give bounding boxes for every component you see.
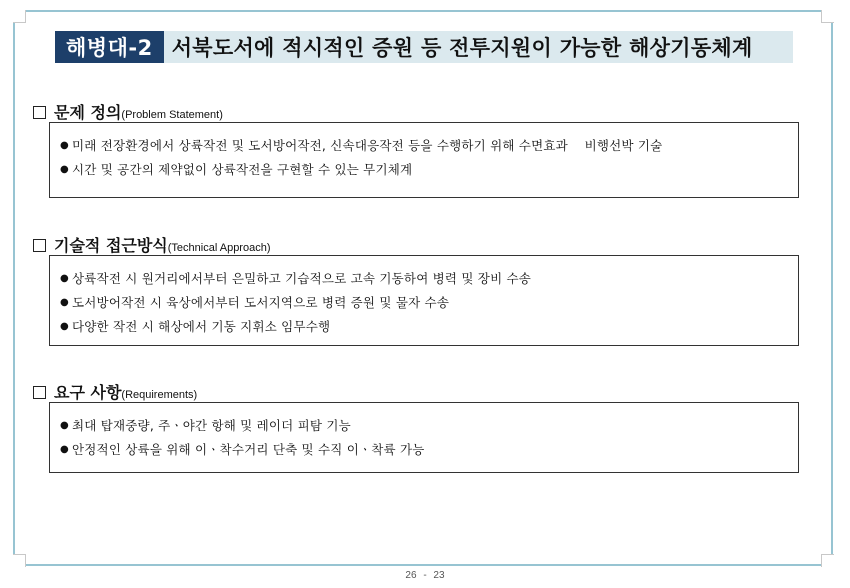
checkbox-square-icon: [33, 239, 46, 252]
list-item: [60, 266, 798, 290]
section-box-requirements: [49, 402, 799, 473]
checkbox-square-icon: [33, 106, 46, 119]
list-item-text: 상륙작전 시 원거리에서부터 은밀하고 기습적으로 고속 기동하여 병력 및 장비 수송: [72, 271, 532, 286]
title-text: 서북도서에 적시적인 증원 등 전투지원이 가능한 해상기동체계: [171, 36, 753, 60]
section-heading-problem: [33, 100, 223, 123]
section-title: 요구 사항: [54, 383, 122, 402]
list-item-text: 다양한 작전 시 해상에서 기동 지휘소 임무수행: [72, 319, 331, 334]
bullet-icon: ●: [60, 320, 69, 332]
list-item-text: 미래 전장환경에서 상륙작전 및 도서방어작전, 신속대응작전 등을 수행하기 위해 수면효과 비행선박 기술: [72, 138, 663, 153]
list-item-text: 시간 및 공간의 제약없이 상륙작전을 구현할 수 있는 무기체계: [72, 162, 413, 177]
page-number: 26 - 23: [405, 570, 445, 581]
section-title-english: (Technical Approach): [167, 242, 271, 254]
list-item-text: 안정적인 상륙을 위해 이ㆍ착수거리 단축 및 수직 이ㆍ착륙 가능: [72, 442, 425, 457]
bullet-icon: ●: [60, 139, 69, 151]
section-box-approach: [49, 255, 799, 346]
section-title: 기술적 접근방식: [54, 236, 168, 255]
page-title: [55, 31, 793, 63]
section-heading-approach: [33, 233, 271, 256]
corner-mark-bottom-left: [13, 554, 26, 567]
list-item: [60, 133, 798, 157]
list-item: [60, 157, 798, 181]
corner-mark-bottom-right: [821, 554, 834, 567]
section-box-problem: [49, 122, 799, 198]
list-item: [60, 413, 798, 437]
section-title: 문제 정의: [54, 103, 122, 122]
list-item-text: 도서방어작전 시 육상에서부터 도서지역으로 병력 증원 및 물자 수송: [72, 295, 450, 310]
list-item: [60, 314, 798, 338]
bullet-icon: ●: [60, 419, 69, 431]
section-heading-requirements: [33, 380, 197, 403]
list-item: [60, 290, 798, 314]
bullet-icon: ●: [60, 443, 69, 455]
checkbox-square-icon: [33, 386, 46, 399]
bullet-icon: ●: [60, 272, 69, 284]
bullet-icon: ●: [60, 163, 69, 175]
bullet-icon: ●: [60, 296, 69, 308]
corner-mark-top-right: [821, 10, 834, 23]
title-tag: 해병대-2: [55, 31, 164, 63]
section-title-english: (Problem Statement): [121, 109, 223, 121]
section-title-english: (Requirements): [121, 389, 198, 401]
list-item-text: 최대 탑재중량, 주ㆍ야간 항해 및 레이더 피탐 기능: [72, 418, 351, 433]
list-item: [60, 437, 798, 461]
corner-mark-top-left: [13, 10, 26, 23]
